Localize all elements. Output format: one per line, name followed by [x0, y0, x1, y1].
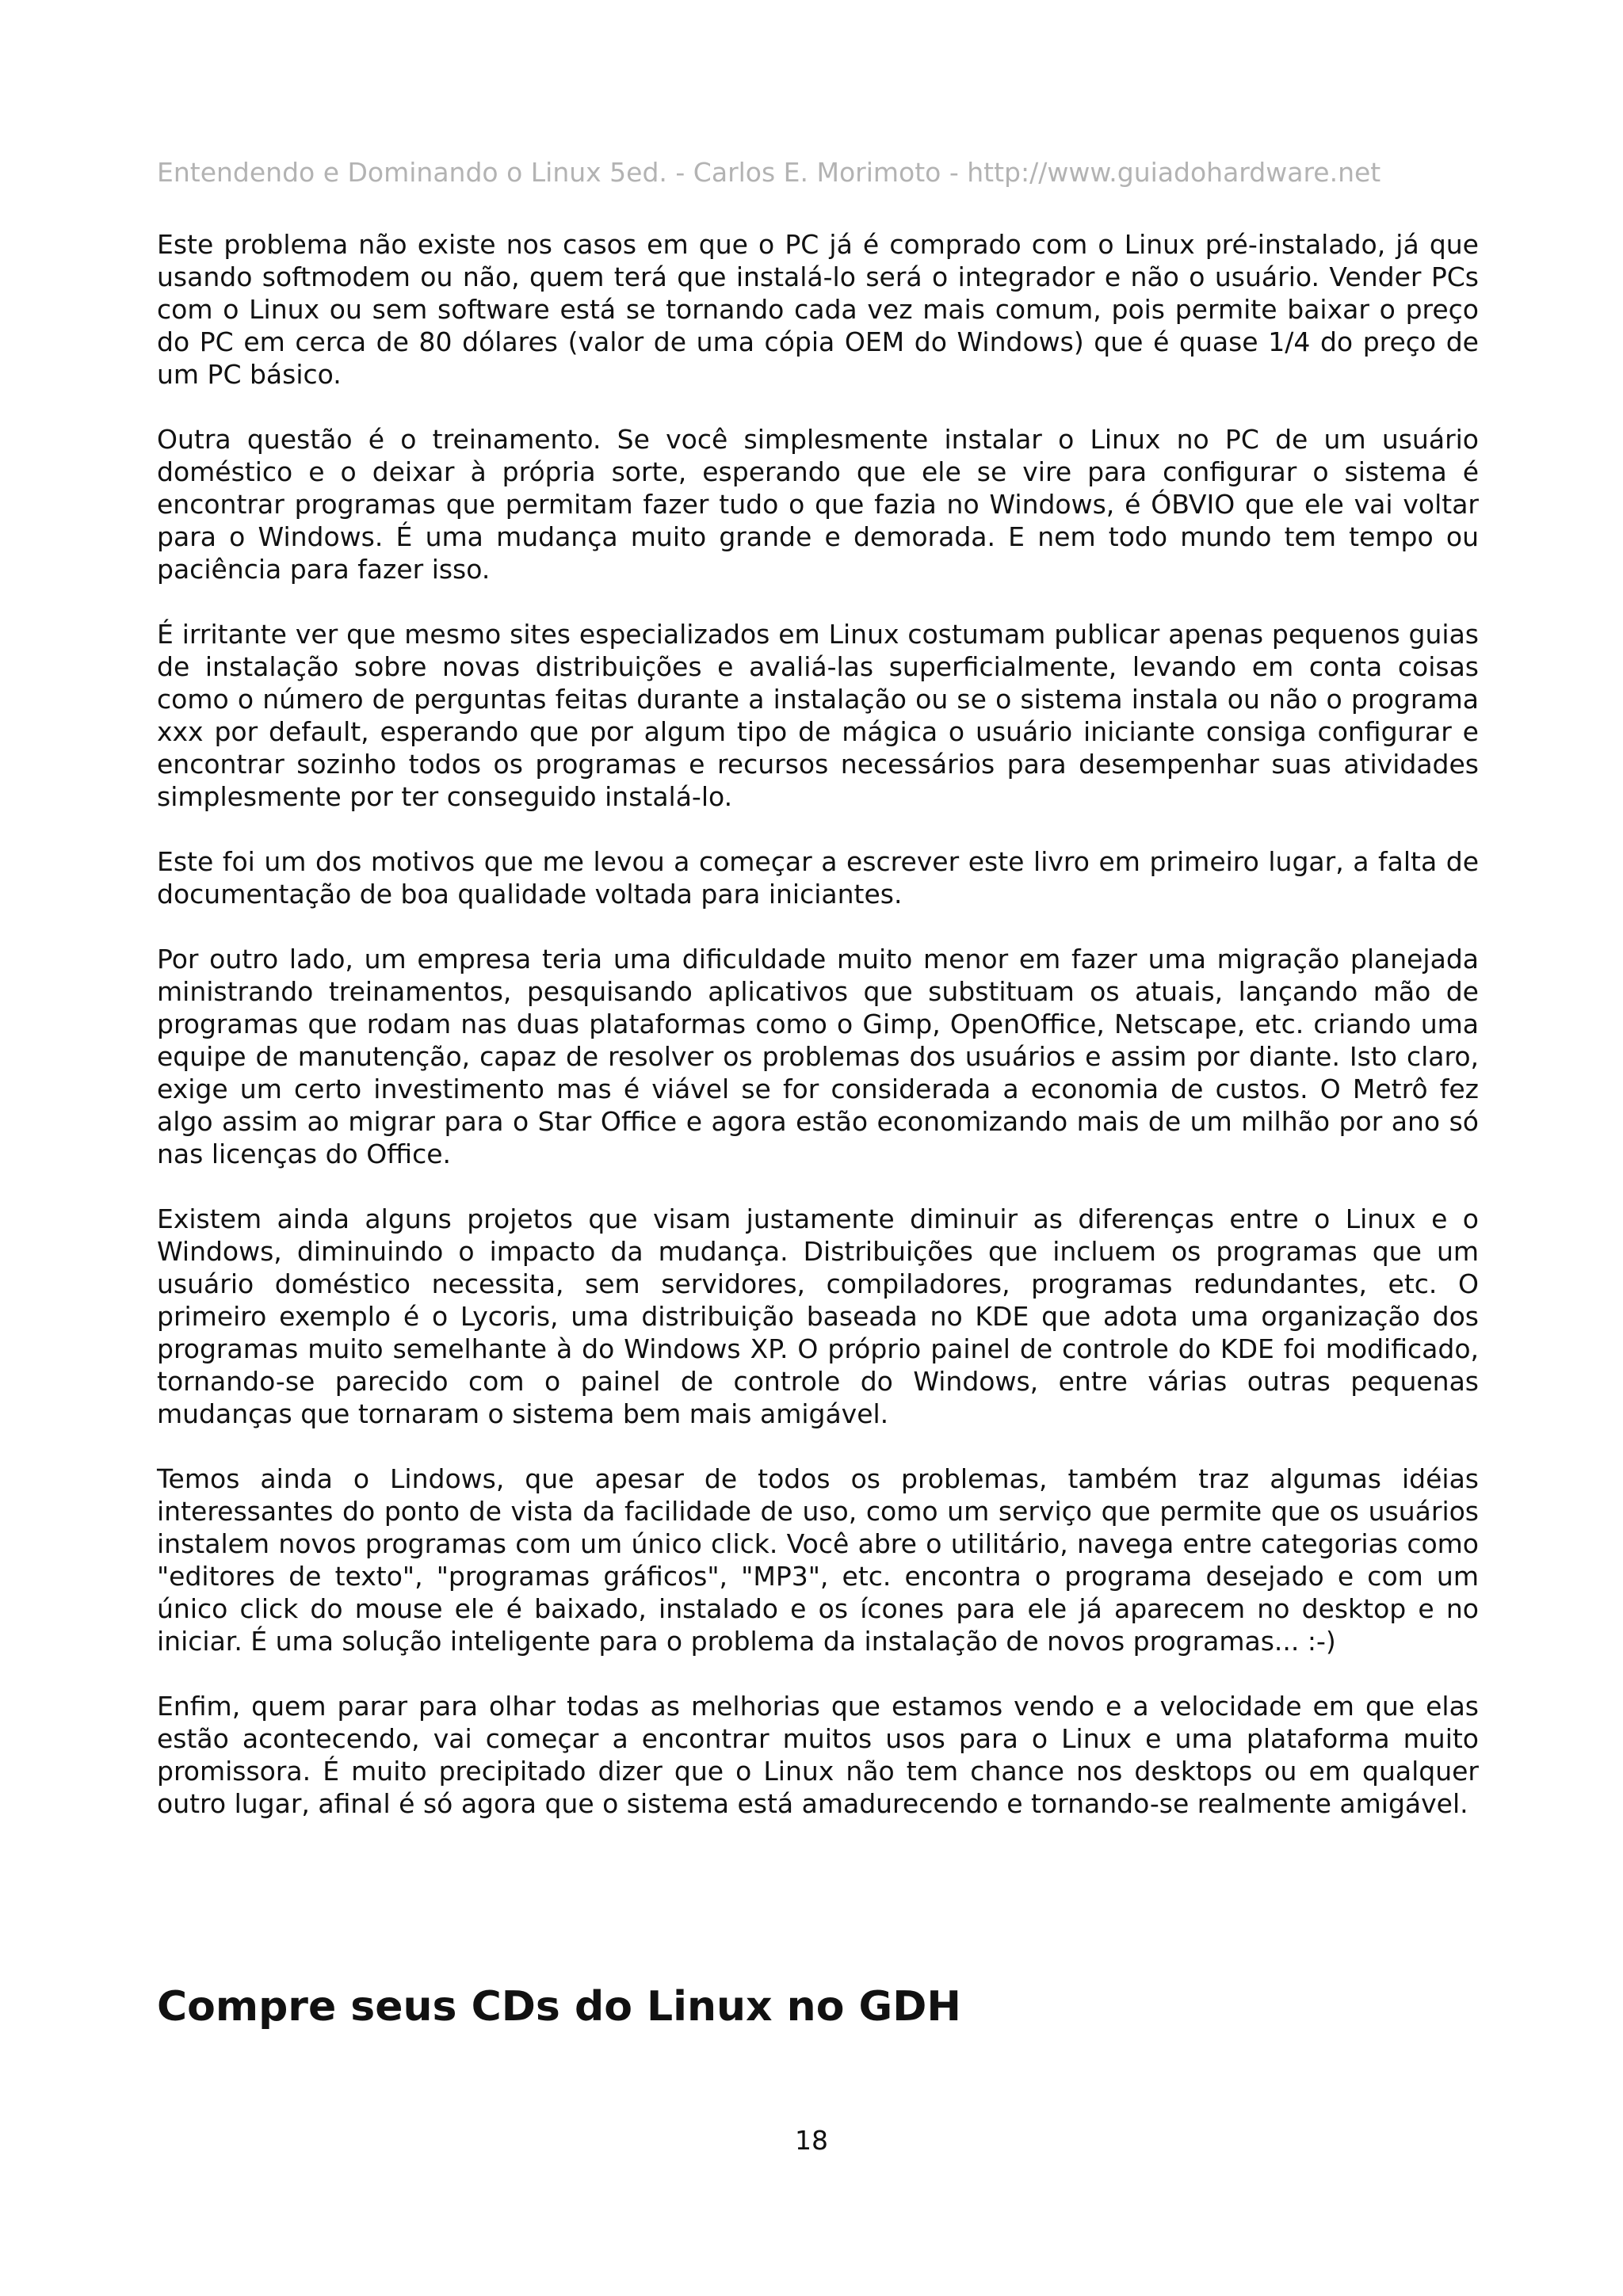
section-heading: Compre seus CDs do Linux no GDH — [157, 1983, 961, 2031]
paragraph-training: Outra questão é o treinamento. Se você simplesmente instalar o Linux no PC de um usuário doméstico e o deixar à própria sorte, esperando que ele se vire para configurar o sistema é encontrar programas que permitam fazer tudo o que fazia no Windows, é ÓBVIO que ele vai voltar para o Windows. É uma mudança muito grande e demorada. E nem todo mundo tem tempo ou paciência para fazer isso. — [157, 424, 1479, 585]
paragraph-book-motivation: Este foi um dos motivos que me levou a começar a escrever este livro em primeiro lugar, a falta de documentação de boa qualidade voltada para iniciantes. — [157, 846, 1479, 910]
paragraph-conclusion: Enfim, quem parar para olhar todas as melhorias que estamos vendo e a velocidade em que elas estão acontecendo, vai começar a encontrar muitos usos para o Linux e uma plataforma muito promissora. É muito precipitado dizer que o Linux não tem chance nos desktops ou em qualquer outro lugar, afinal é só agora que o sistema está amadurecendo e tornando-se realmente amigável. — [157, 1691, 1479, 1819]
paragraph-preinstalled: Este problema não existe nos casos em que o PC já é comprado com o Linux pré-instalado, já que usando softmodem ou não, quem terá que instalá-lo será o integrador e não o usuário. Vender PCs com o Linux ou sem software está se tornando cada vez mais comum, pois permite baixar o preço do PC em cerca de 80 dólares (valor de uma cópia OEM do Windows) que é quase 1/4 do preço de um PC básico. — [157, 229, 1479, 390]
body-text — [157, 228, 1479, 1852]
paragraph-lindows: Temos ainda o Lindows, que apesar de todos os problemas, também traz algumas idéias interessantes do ponto de vista da facilidade de uso, como um serviço que permite que os usuários instalem novos programas com um único click. Você abre o utilitário, navega entre categorias como "editores de texto", "programas gráficos", "MP3", etc. encontra o programa desejado e com um único click do mouse ele é baixado, instalado e os ícones para ele já aparecem no desktop e no iniciar. É uma solução inteligente para o problema da instalação de novos programas... :-) — [157, 1463, 1479, 1657]
paragraph-company-migration: Por outro lado, um empresa teria uma dificuldade muito menor em fazer uma migração planejada ministrando treinamentos, pesquisando aplicativos que substituam os atuais, lançando mão de programas que rodam nas duas plataformas como o Gimp, OpenOffice, Netscape, etc. criando uma equipe de manutenção, capaz de resolver os problemas dos usuários e assim por diante. Isto claro, exige um certo investimento mas é viável se for considerada a economia de custos. O Metrô fez algo assim ao migrar para o Star Office e agora estão economizando mais de um milhão por ano só nas licenças do Office. — [157, 944, 1479, 1169]
page-number: 18 — [795, 2125, 828, 2156]
paragraph-lycoris: Existem ainda alguns projetos que visam justamente diminuir as diferenças entre o Linux e o Windows, diminuindo o impacto da mudança. Distribuições que incluem os programas que um usuário doméstico necessita, sem servidores, compiladores, programas redundantes, etc. O primeiro exemplo é o Lycoris, uma distribuição baseada no KDE que adota uma organização dos programas muito semelhante à do Windows XP. O próprio painel de controle do KDE foi modificado, tornando-se parecido com o painel de controle do Windows, entre várias outras pequenas mudanças que tornaram o sistema bem mais amigável. — [157, 1203, 1479, 1429]
paragraph-review-sites: É irritante ver que mesmo sites especializados em Linux costumam publicar apenas pequenos guias de instalação sobre novas distribuições e avaliá-las superficialmente, levando em conta coisas como o número de perguntas feitas durante a instalação ou se o sistema instala ou não o programa xxx por default, esperando que por algum tipo de mágica o usuário iniciante consiga configurar e encontrar sozinho todos os programas e recursos necessários para desempenhar suas atividades simplesmente por ter conseguido instalá-lo. — [157, 619, 1479, 812]
running-header: Entendendo e Dominando o Linux 5ed. - Carlos E. Morimoto - http://www.guiadohardware.net — [157, 157, 1381, 188]
